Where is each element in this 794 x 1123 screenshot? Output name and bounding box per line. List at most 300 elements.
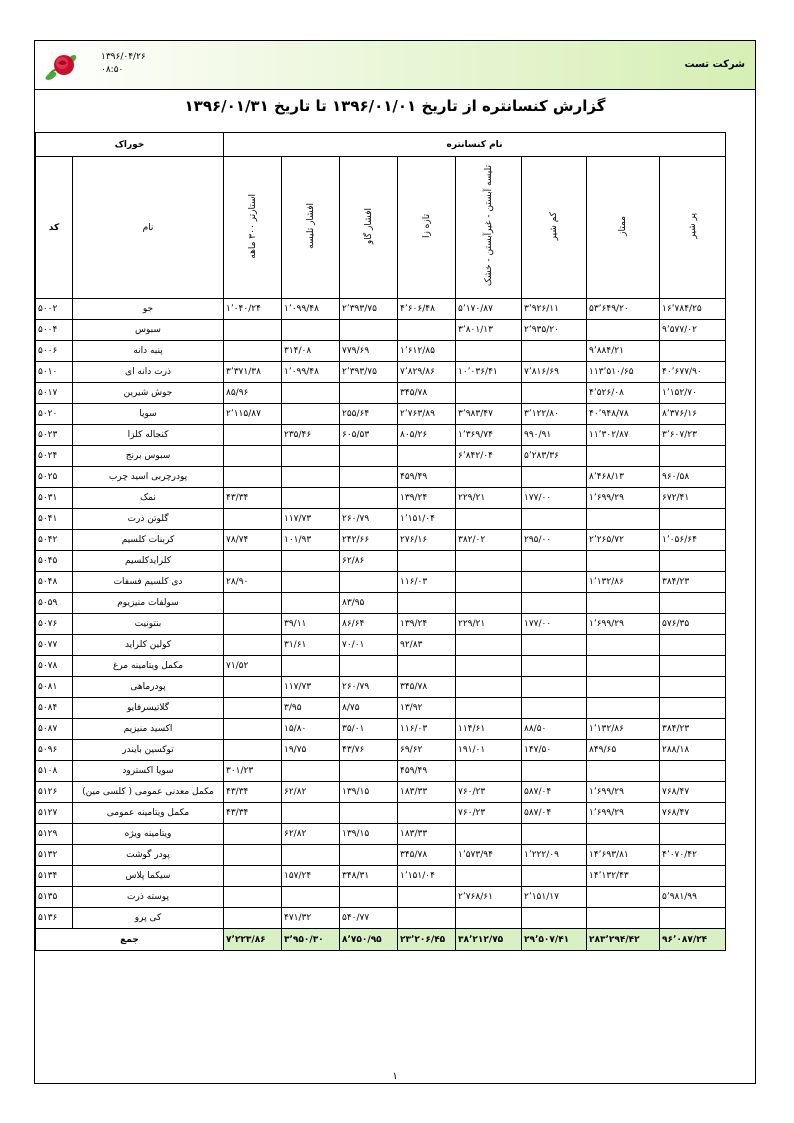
row-value: ۱۶٬۷۸۴/۲۵ (660, 299, 726, 320)
row-value (587, 824, 660, 845)
row-value (522, 341, 587, 362)
row-value: ۳۴۵/۷۸ (398, 383, 456, 404)
row-code: ۵۰۰۲ (36, 299, 73, 320)
concentrate-header: ممتاز (587, 157, 660, 299)
row-value (340, 488, 398, 509)
row-value: ۲۲۹/۲۱ (456, 614, 522, 635)
row-value: ۸۵/۹۶ (224, 383, 282, 404)
row-value (340, 446, 398, 467)
row-value (224, 740, 282, 761)
row-value: ۲٬۳۹۳/۷۵ (340, 362, 398, 383)
row-value: ۷۱/۵۲ (224, 656, 282, 677)
row-value (224, 614, 282, 635)
table-row (36, 404, 726, 425)
row-value: ۸۰۵/۲۶ (398, 425, 456, 446)
row-value (522, 383, 587, 404)
row-value (224, 467, 282, 488)
row-value: ۳۴۸/۳۱ (340, 866, 398, 887)
row-value: ۱۷۷/۰۰ (522, 488, 587, 509)
row-code: ۵۰۲۴ (36, 446, 73, 467)
row-value: ۶۲/۸۲ (282, 824, 340, 845)
row-value (340, 320, 398, 341)
row-value: ۱٬۰۹۹/۴۸ (282, 362, 340, 383)
row-value: ۳۸۴/۲۳ (660, 572, 726, 593)
table-row (36, 488, 726, 509)
row-value (660, 824, 726, 845)
row-value (522, 467, 587, 488)
group-header-row (36, 133, 726, 157)
row-code: ۵۰۲۳ (36, 425, 73, 446)
concentrate-header: تلیسه آبستن - غیرآبستن - خشک (456, 157, 522, 299)
row-value: ۸٬۳۷۶/۱۶ (660, 404, 726, 425)
row-value (660, 866, 726, 887)
row-value: ۲٬۷۶۳/۸۹ (398, 404, 456, 425)
row-value (522, 509, 587, 530)
concentrate-table (35, 132, 726, 951)
row-value (660, 593, 726, 614)
row-value: ۷۶۸/۴۷ (660, 782, 726, 803)
row-value: ۱۳۹/۲۴ (398, 614, 456, 635)
row-value (456, 656, 522, 677)
total-row (36, 929, 726, 951)
row-value (398, 551, 456, 572)
row-value (282, 656, 340, 677)
row-value: ۱٬۶۹۹/۲۹ (587, 803, 660, 824)
row-value: ۴۳/۳۴ (224, 803, 282, 824)
row-value: ۱۴۷/۵۰ (522, 740, 587, 761)
row-value: ۱۱۶/۰۳ (398, 719, 456, 740)
row-value (587, 698, 660, 719)
row-value (282, 488, 340, 509)
row-value: ۳٬۹۸۳/۴۷ (456, 404, 522, 425)
row-value: ۱۹۱/۰۱ (456, 740, 522, 761)
row-value: ۴٬۶۰۶/۴۸ (398, 299, 456, 320)
row-value (282, 887, 340, 908)
row-value: ۵٬۱۷۰/۸۷ (456, 299, 522, 320)
row-value: ۴۰٬۶۷۷/۹۰ (660, 362, 726, 383)
row-value: ۳٬۹۲۶/۱۱ (522, 299, 587, 320)
row-value (587, 593, 660, 614)
row-value: ۱٬۶۹۹/۲۹ (587, 782, 660, 803)
row-value: ۱۱۷/۷۳ (282, 509, 340, 530)
row-value: ۱۹/۷۵ (282, 740, 340, 761)
row-value: ۳٬۱۲۲/۸۰ (522, 404, 587, 425)
row-value: ۶۰۵/۵۳ (340, 425, 398, 446)
row-value: ۱۳/۹۲ (398, 698, 456, 719)
row-value (224, 698, 282, 719)
column-header-row (36, 157, 726, 299)
row-value (660, 698, 726, 719)
row-value: ۷۷۹/۶۹ (340, 341, 398, 362)
row-code: ۵۱۰۸ (36, 761, 73, 782)
row-value (340, 572, 398, 593)
row-code: ۵۱۳۶ (36, 908, 73, 929)
row-value: ۱٬۳۶۹/۷۴ (456, 425, 522, 446)
total-value: ۸٬۷۵۰/۹۵ (340, 929, 398, 951)
row-value (340, 467, 398, 488)
row-value (398, 320, 456, 341)
row-value: ۲٬۱۵۱/۱۷ (522, 887, 587, 908)
row-name: سویا (73, 404, 224, 425)
row-code: ۵۰۴۸ (36, 572, 73, 593)
row-code: ۵۰۳۱ (36, 488, 73, 509)
concentrate-header: استارتر ۳۰۰ ماهه (224, 157, 282, 299)
total-value: ۲۳٬۲۰۶/۴۵ (398, 929, 456, 951)
row-value: ۱٬۶۹۹/۲۹ (587, 488, 660, 509)
row-value (224, 824, 282, 845)
row-value: ۲٬۲۶۵/۷۲ (587, 530, 660, 551)
row-value (456, 572, 522, 593)
row-value: ۵۴۰/۷۷ (340, 908, 398, 929)
total-value: ۲۹٬۵۰۷/۴۱ (522, 929, 587, 951)
row-value: ۴٬۵۲۶/۰۸ (587, 383, 660, 404)
row-value: ۶۲/۸۶ (340, 551, 398, 572)
row-name: نمک (73, 488, 224, 509)
table-row (36, 530, 726, 551)
row-value (398, 908, 456, 929)
row-name: کنجاله کلزا (73, 425, 224, 446)
row-value (660, 677, 726, 698)
row-value (282, 467, 340, 488)
print-datetime (101, 51, 146, 77)
report-title: گزارش کنسانتره از تاریخ ۱۳۹۶/۰۱/۰۱ تا تاریخ ۱۳۹۶/۰۱/۳۱ (184, 97, 606, 115)
row-value: ۱٬۱۳۲/۸۶ (587, 719, 660, 740)
row-name: سولفات منیزیوم (73, 593, 224, 614)
row-value (224, 677, 282, 698)
row-value: ۱۰٬۰۳۶/۴۱ (456, 362, 522, 383)
row-value: ۳۱/۶۱ (282, 635, 340, 656)
row-value (456, 467, 522, 488)
row-value: ۱۳۹/۱۵ (340, 782, 398, 803)
row-value: ۷۸/۷۴ (224, 530, 282, 551)
row-value: ۴۰٬۹۴۸/۷۸ (587, 404, 660, 425)
row-value: ۸۳/۹۵ (340, 593, 398, 614)
row-value (224, 341, 282, 362)
row-value: ۲۲۹/۲۱ (456, 488, 522, 509)
row-value: ۳۰۱/۲۳ (224, 761, 282, 782)
table-row (36, 761, 726, 782)
row-value: ۳٬۶۰۷/۲۳ (660, 425, 726, 446)
table-row (36, 677, 726, 698)
row-value: ۱۷۷/۰۰ (522, 614, 587, 635)
row-name: بنتونیت (73, 614, 224, 635)
row-value: ۳۴۵/۷۸ (398, 677, 456, 698)
table-row (36, 782, 726, 803)
row-value: ۱۱۷/۷۳ (282, 677, 340, 698)
row-value: ۵۷۶/۳۵ (660, 614, 726, 635)
row-value: ۷٬۸۲۹/۸۶ (398, 362, 456, 383)
name-header: نام (73, 157, 224, 299)
row-name: ذرت دانه ای (73, 362, 224, 383)
row-code: ۵۰۴۵ (36, 551, 73, 572)
row-code: ۵۰۷۷ (36, 635, 73, 656)
row-value (587, 509, 660, 530)
row-value (660, 509, 726, 530)
table-row (36, 908, 726, 929)
row-value: ۷۰/۰۱ (340, 635, 398, 656)
row-value (224, 866, 282, 887)
row-name: مکمل ویتامینه مرغ (73, 656, 224, 677)
print-time: ۰۸:۵۰ (101, 65, 124, 75)
row-value: ۱۱٬۳۰۲/۸۷ (587, 425, 660, 446)
row-name: مکمل معدنی عمومی ( کلسی مین) (73, 782, 224, 803)
row-value (660, 341, 726, 362)
row-code: ۵۰۷۶ (36, 614, 73, 635)
row-value: ۱٬۰۵۶/۶۴ (660, 530, 726, 551)
row-value (522, 698, 587, 719)
code-header: کد (36, 157, 73, 299)
row-value (456, 593, 522, 614)
row-value: ۵٬۲۸۳/۳۶ (522, 446, 587, 467)
concentrate-header: افشار تلیسه (282, 157, 340, 299)
row-value (660, 551, 726, 572)
row-value: ۲٬۳۹۳/۷۵ (340, 299, 398, 320)
table-row (36, 362, 726, 383)
print-date: ۱۳۹۶/۰۴/۲۶ (101, 52, 146, 62)
row-value: ۹٬۸۸۴/۲۱ (587, 341, 660, 362)
row-code: ۵۱۲۹ (36, 824, 73, 845)
row-value (224, 320, 282, 341)
row-name: دی کلسیم فسفات (73, 572, 224, 593)
row-code: ۵۰۴۲ (36, 530, 73, 551)
row-value: ۱٬۲۲۲/۰۹ (522, 845, 587, 866)
row-value (660, 446, 726, 467)
table-row (36, 425, 726, 446)
row-value (340, 845, 398, 866)
row-value: ۸/۷۵ (340, 698, 398, 719)
row-value (398, 446, 456, 467)
row-value: ۲۶۰/۷۹ (340, 677, 398, 698)
row-value: ۳۸۲/۰۲ (456, 530, 522, 551)
row-value: ۲٬۹۳۵/۲۰ (522, 320, 587, 341)
row-value: ۶۷۲/۴۱ (660, 488, 726, 509)
table-row (36, 803, 726, 824)
table-row (36, 320, 726, 341)
row-value: ۱٬۵۷۳/۹۴ (456, 845, 522, 866)
row-value (587, 635, 660, 656)
total-value: ۳۸٬۲۱۲/۷۵ (456, 929, 522, 951)
row-value: ۱۸۳/۳۳ (398, 824, 456, 845)
row-name: جو (73, 299, 224, 320)
row-value (282, 572, 340, 593)
row-value (456, 635, 522, 656)
row-value: ۳٬۳۷۱/۳۸ (224, 362, 282, 383)
table-row (36, 593, 726, 614)
row-value: ۳۹/۱۱ (282, 614, 340, 635)
row-value: ۸٬۴۶۸/۱۳ (587, 467, 660, 488)
row-code: ۵۰۸۱ (36, 677, 73, 698)
row-value: ۲۳۵/۴۶ (282, 425, 340, 446)
row-value: ۹٬۵۷۷/۰۲ (660, 320, 726, 341)
row-value: ۴۵۹/۴۹ (398, 761, 456, 782)
row-value: ۶۲/۸۲ (282, 782, 340, 803)
row-value (660, 761, 726, 782)
row-code: ۵۰۸۷ (36, 719, 73, 740)
table-row (36, 614, 726, 635)
row-value (456, 908, 522, 929)
row-value: ۸۴۹/۶۵ (587, 740, 660, 761)
row-value (282, 320, 340, 341)
table-row (36, 383, 726, 404)
row-value (340, 383, 398, 404)
row-value (282, 845, 340, 866)
row-value (456, 551, 522, 572)
row-value: ۳/۹۵ (282, 698, 340, 719)
page-number: ۱ (392, 1071, 398, 1082)
row-value (456, 761, 522, 782)
row-value (660, 908, 726, 929)
row-value (522, 572, 587, 593)
table-row (36, 446, 726, 467)
row-name: کولین کلراید (73, 635, 224, 656)
row-value (522, 824, 587, 845)
row-name: کربنات کلسیم (73, 530, 224, 551)
row-value: ۹۹۰/۹۱ (522, 425, 587, 446)
row-value: ۵۳٬۶۴۹/۲۰ (587, 299, 660, 320)
row-value (660, 656, 726, 677)
row-value: ۱۴٬۶۹۳/۸۱ (587, 845, 660, 866)
table-row (36, 887, 726, 908)
row-value: ۲۹۵/۰۰ (522, 530, 587, 551)
row-value: ۴۳/۳۴ (224, 488, 282, 509)
row-name: پنبه دانه (73, 341, 224, 362)
row-value (587, 908, 660, 929)
table-row (36, 299, 726, 320)
row-value: ۵۸۷/۰۴ (522, 782, 587, 803)
row-value: ۳۵/۰۱ (340, 719, 398, 740)
row-value: ۱٬۰۴۰/۲۴ (224, 299, 282, 320)
table-row (36, 656, 726, 677)
row-code: ۵۰۴۱ (36, 509, 73, 530)
row-value: ۱۸۳/۳۳ (398, 782, 456, 803)
row-value: ۱۳۹/۱۵ (340, 824, 398, 845)
row-value: ۸۶/۶۴ (340, 614, 398, 635)
total-value: ۷٬۲۲۳/۸۶ (224, 929, 282, 951)
row-value (587, 551, 660, 572)
row-name: مکمل ویتامینه عمومی (73, 803, 224, 824)
row-value (522, 593, 587, 614)
row-value: ۳٬۸۰۱/۱۳ (456, 320, 522, 341)
row-code: ۵۰۰۶ (36, 341, 73, 362)
row-value (224, 509, 282, 530)
row-value (398, 887, 456, 908)
row-value: ۱۱۴/۶۱ (456, 719, 522, 740)
table-row (36, 719, 726, 740)
concentrate-header: کم شیر (522, 157, 587, 299)
table-row (36, 551, 726, 572)
table-row (36, 635, 726, 656)
row-value (456, 824, 522, 845)
row-value: ۱۵۷/۲۴ (282, 866, 340, 887)
row-value (340, 761, 398, 782)
row-value (456, 698, 522, 719)
row-value (587, 656, 660, 677)
row-code: ۵۱۲۶ (36, 782, 73, 803)
row-code: ۵۱۲۷ (36, 803, 73, 824)
row-value (224, 887, 282, 908)
total-value: ۲۸۳٬۲۹۴/۴۲ (587, 929, 660, 951)
table-row (36, 866, 726, 887)
row-value: ۳۱۴/۰۸ (282, 341, 340, 362)
row-value (522, 635, 587, 656)
row-value (587, 761, 660, 782)
row-name: گلوتن ذرت (73, 509, 224, 530)
row-value (522, 656, 587, 677)
row-value: ۳۸۴/۲۳ (660, 719, 726, 740)
row-value (282, 446, 340, 467)
row-value: ۹۲/۸۳ (398, 635, 456, 656)
row-value: ۱۰۱/۹۳ (282, 530, 340, 551)
group-feed-header: خوراک (36, 133, 224, 157)
report-page (34, 40, 756, 1084)
row-code: ۵۱۳۵ (36, 887, 73, 908)
row-name: سیکما پلاس (73, 866, 224, 887)
row-value (587, 887, 660, 908)
row-value (224, 446, 282, 467)
row-value (398, 656, 456, 677)
row-value (224, 635, 282, 656)
table-row (36, 467, 726, 488)
row-value (587, 677, 660, 698)
row-value: ۵۸۷/۰۴ (522, 803, 587, 824)
row-value: ۴۵۹/۴۹ (398, 467, 456, 488)
row-value (522, 866, 587, 887)
row-value (456, 509, 522, 530)
row-value: ۱۱۳٬۵۱۰/۶۵ (587, 362, 660, 383)
table-row (36, 740, 726, 761)
concentrate-header: پر شیر (660, 157, 726, 299)
row-name: اکسید منیزیم (73, 719, 224, 740)
row-value: ۲۷۶/۱۶ (398, 530, 456, 551)
row-value (282, 383, 340, 404)
row-code: ۵۱۳۴ (36, 866, 73, 887)
row-code: ۵۰۲۰ (36, 404, 73, 425)
row-value (456, 383, 522, 404)
total-label: جمع (36, 929, 224, 951)
row-value: ۱۴٬۱۳۲/۴۳ (587, 866, 660, 887)
row-value: ۱٬۶۹۹/۲۹ (587, 614, 660, 635)
row-code: ۵۰۷۸ (36, 656, 73, 677)
row-value (587, 320, 660, 341)
row-value: ۲۸/۹۰ (224, 572, 282, 593)
row-name: توکسین بایندر (73, 740, 224, 761)
row-value: ۲٬۷۶۸/۶۱ (456, 887, 522, 908)
row-value (224, 551, 282, 572)
row-value: ۱٬۱۵۱/۰۴ (398, 866, 456, 887)
row-value: ۷۶۰/۲۳ (456, 803, 522, 824)
row-value: ۸۸/۵۰ (522, 719, 587, 740)
row-value (522, 677, 587, 698)
row-code: ۵۰۱۷ (36, 383, 73, 404)
row-value (456, 677, 522, 698)
row-value: ۴۳/۳۴ (224, 782, 282, 803)
row-value: ۷٬۸۱۶/۶۹ (522, 362, 587, 383)
row-code: ۵۰۰۴ (36, 320, 73, 341)
row-value: ۲٬۱۱۵/۸۷ (224, 404, 282, 425)
row-value (224, 908, 282, 929)
row-value: ۵٬۹۸۱/۹۹ (660, 887, 726, 908)
row-value (282, 404, 340, 425)
row-name: گلاتیسرفایو (73, 698, 224, 719)
row-value: ۴٬۰۷۰/۴۲ (660, 845, 726, 866)
row-name: کی پرو (73, 908, 224, 929)
row-value (522, 551, 587, 572)
row-value: ۴۳/۷۶ (340, 740, 398, 761)
row-code: ۵۱۳۲ (36, 845, 73, 866)
row-value (522, 908, 587, 929)
table-row (36, 845, 726, 866)
row-value (398, 593, 456, 614)
